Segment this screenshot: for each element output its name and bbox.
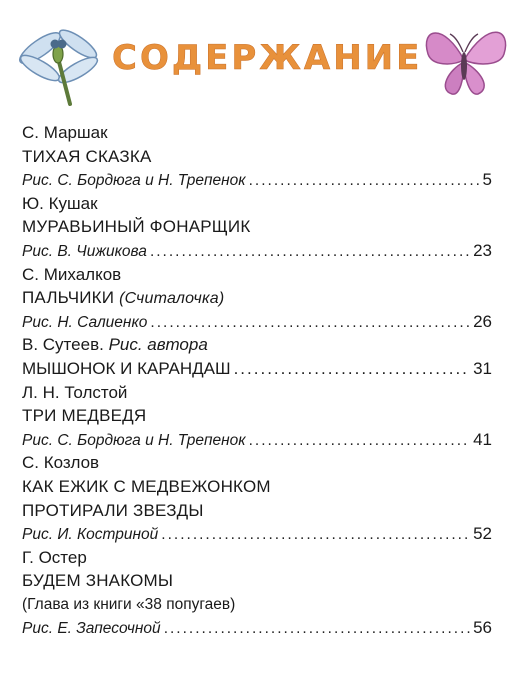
entry-title: МЫШОНОК И КАРАНДАШ [22, 358, 231, 378]
leader-dots [164, 617, 470, 641]
entry-author: Ю. Кушак [22, 193, 98, 213]
leader-dots [150, 311, 470, 335]
entry-page-number: 52 [473, 524, 492, 544]
entry-author: В. Сутеев. [22, 335, 104, 355]
toc-entry [22, 192, 492, 263]
entry-illustrator: Рис. В. Чижикова [22, 242, 147, 260]
entry-illustrator: Рис. И. Костриной [22, 526, 159, 544]
entry-title: БУДЕМ ЗНАКОМЫ [22, 571, 174, 591]
leader-dots [234, 357, 471, 381]
entry-page-number: 31 [473, 358, 492, 378]
entry-title-line-1: КАК ЕЖИК С МЕДВЕЖОНКОМ [22, 476, 271, 496]
entry-illustrator-row [22, 168, 492, 192]
entry-illustrator-row [22, 239, 492, 263]
entry-title-row [22, 357, 492, 381]
entry-title-line-2: ПРОТИРАЛИ ЗВЕЗДЫ [22, 500, 204, 520]
entry-illustrator: Рис. С. Бордюга и Н. Трепенок [22, 431, 246, 449]
entry-page-number: 5 [482, 170, 492, 190]
page-title: СОДЕРЖАНИЕ [112, 38, 423, 78]
butterfly-icon [414, 14, 514, 104]
entry-author-line [22, 333, 492, 357]
entry-title: ТРИ МЕДВЕДЯ [22, 406, 147, 426]
entry-title: ПАЛЬЧИКИ [22, 288, 115, 308]
toc-entry [22, 381, 492, 452]
entry-title: ТИХАЯ СКАЗКА [22, 146, 152, 166]
entry-page-number: 56 [473, 618, 492, 638]
toc-entry [22, 333, 492, 380]
leader-dots [150, 240, 470, 264]
toc-entry [22, 263, 492, 334]
table-of-contents [22, 121, 492, 640]
entry-author: С. Михалков [22, 264, 122, 284]
dragonfly-icon [10, 8, 106, 108]
entry-title-note: (Считалочка) [119, 290, 225, 308]
entry-illustrator: Рис. Е. Запесочной [22, 620, 161, 638]
entry-title: МУРАВЬИНЫЙ ФОНАРЩИК [22, 217, 251, 237]
entry-author: С. Маршак [22, 123, 108, 142]
leader-dots [249, 429, 470, 453]
entry-author: Л. Н. Толстой [22, 382, 128, 402]
entry-title-line [22, 286, 492, 310]
entry-author: С. Козлов [22, 453, 100, 473]
entry-page-number: 26 [473, 311, 492, 331]
leader-dots [249, 169, 480, 193]
entry-illustrator-row [22, 522, 492, 546]
toc-entry [22, 451, 492, 545]
entry-subtitle: (Глава из книги «38 попугаев) [22, 595, 236, 613]
entry-author-note: Рис. автора [108, 335, 208, 355]
toc-entry [22, 546, 492, 640]
entry-illustrator: Рис. Н. Салиенко [22, 313, 148, 331]
entry-illustrator-row [22, 616, 492, 640]
entry-page-number: 41 [473, 429, 492, 449]
entry-illustrator: Рис. С. Бордюга и Н. Трепенок [22, 172, 246, 190]
entry-page-number: 23 [473, 240, 492, 260]
entry-illustrator-row [22, 310, 492, 334]
toc-entry [22, 121, 492, 192]
entry-author: Г. Остер [22, 547, 87, 567]
leader-dots [161, 523, 470, 547]
entry-illustrator-row [22, 428, 492, 452]
